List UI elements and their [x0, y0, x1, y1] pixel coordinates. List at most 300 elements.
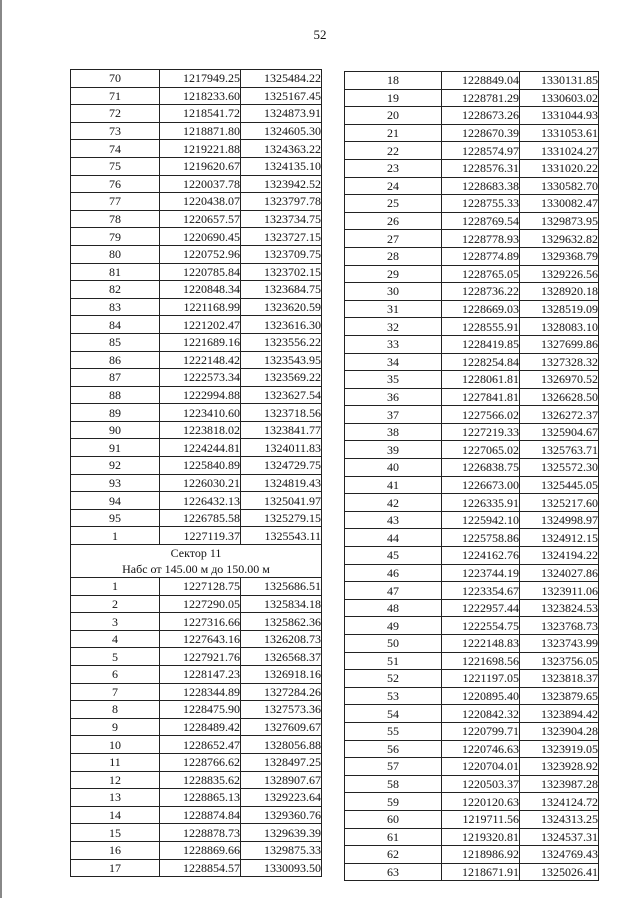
- y-coordinate: 1328907.67: [241, 771, 322, 789]
- point-number: 6: [71, 666, 160, 684]
- y-coordinate: 1325484.22: [241, 70, 322, 88]
- point-number: 51: [345, 652, 442, 670]
- x-coordinate: 1218986.92: [442, 846, 520, 864]
- x-coordinate: 1228835.62: [160, 771, 241, 789]
- x-coordinate: 1221168.99: [160, 298, 241, 316]
- x-coordinate: 1223354.67: [442, 582, 520, 600]
- x-coordinate: 1220848.34: [160, 281, 241, 299]
- table-row: [71, 509, 322, 527]
- x-coordinate: 1219221.88: [160, 140, 241, 158]
- x-coordinate: 1219620.67: [160, 157, 241, 175]
- x-coordinate: 1220752.96: [160, 245, 241, 263]
- table-row: [71, 701, 322, 719]
- table-row: [345, 511, 599, 529]
- y-coordinate: 1327284.26: [241, 683, 322, 701]
- point-number: 43: [345, 511, 442, 529]
- x-coordinate: 1228774.89: [442, 247, 520, 265]
- y-coordinate: 1323894.42: [520, 705, 599, 723]
- point-number: 17: [71, 859, 160, 877]
- x-coordinate: 1228669.03: [442, 300, 520, 318]
- point-number: 31: [345, 300, 442, 318]
- point-number: 25: [345, 195, 442, 213]
- point-number: 16: [71, 841, 160, 859]
- x-coordinate: 1228419.85: [442, 335, 520, 353]
- point-number: 42: [345, 494, 442, 512]
- x-coordinate: 1227841.81: [442, 388, 520, 406]
- x-coordinate: 1222573.34: [160, 369, 241, 387]
- x-coordinate: 1228574.97: [442, 142, 520, 160]
- table-row: [71, 263, 322, 281]
- table-row: [345, 758, 599, 776]
- point-number: 85: [71, 333, 160, 351]
- y-coordinate: 1323818.37: [520, 670, 599, 688]
- point-number: 79: [71, 228, 160, 246]
- table-row: [345, 89, 599, 107]
- y-coordinate: 1328056.88: [241, 736, 322, 754]
- table-row: [345, 652, 599, 670]
- y-coordinate: 1330082.47: [520, 195, 599, 213]
- y-coordinate: 1323743.99: [520, 635, 599, 653]
- table-row: [71, 386, 322, 404]
- x-coordinate: 1223410.60: [160, 404, 241, 422]
- point-number: 44: [345, 529, 442, 547]
- y-coordinate: 1325572.30: [520, 459, 599, 477]
- left-table-body-top: [71, 70, 322, 545]
- y-coordinate: 1328083.10: [520, 318, 599, 336]
- y-coordinate: 1326918.16: [241, 666, 322, 684]
- x-coordinate: 1227566.02: [442, 406, 520, 424]
- x-coordinate: 1228475.90: [160, 701, 241, 719]
- sector-header-cell: [71, 545, 322, 578]
- point-number: 88: [71, 386, 160, 404]
- point-number: 36: [345, 388, 442, 406]
- y-coordinate: 1323734.75: [241, 210, 322, 228]
- right-table-body: [345, 72, 599, 881]
- x-coordinate: 1227128.75: [160, 578, 241, 596]
- point-number: 75: [71, 157, 160, 175]
- table-row: [71, 298, 322, 316]
- x-coordinate: 1228854.57: [160, 859, 241, 877]
- table-row: [71, 210, 322, 228]
- sector-header-section: [71, 545, 322, 578]
- point-number: 1: [71, 578, 160, 596]
- point-number: 18: [345, 72, 442, 90]
- x-coordinate: 1228670.39: [442, 124, 520, 142]
- table-row: [345, 335, 599, 353]
- y-coordinate: 1325026.41: [520, 863, 599, 881]
- x-coordinate: 1218871.80: [160, 122, 241, 140]
- point-number: 19: [345, 89, 442, 107]
- point-number: 12: [71, 771, 160, 789]
- table-row: [71, 666, 322, 684]
- x-coordinate: 1220657.57: [160, 210, 241, 228]
- point-number: 47: [345, 582, 442, 600]
- x-coordinate: 1222994.88: [160, 386, 241, 404]
- table-row: [345, 476, 599, 494]
- point-number: 53: [345, 687, 442, 705]
- table-row: [345, 283, 599, 301]
- x-coordinate: 1219320.81: [442, 828, 520, 846]
- table-row: [71, 316, 322, 334]
- x-coordinate: 1228489.42: [160, 718, 241, 736]
- x-coordinate: 1228652.47: [160, 736, 241, 754]
- point-number: 10: [71, 736, 160, 754]
- point-number: 33: [345, 335, 442, 353]
- y-coordinate: 1324363.22: [241, 140, 322, 158]
- y-coordinate: 1323904.28: [520, 722, 599, 740]
- x-coordinate: 1225758.86: [442, 529, 520, 547]
- point-number: 62: [345, 846, 442, 864]
- point-number: 27: [345, 230, 442, 248]
- x-coordinate: 1222554.75: [442, 617, 520, 635]
- point-number: 21: [345, 124, 442, 142]
- table-row: [345, 740, 599, 758]
- table-row: [345, 406, 599, 424]
- y-coordinate: 1325686.51: [241, 578, 322, 596]
- x-coordinate: 1227921.76: [160, 648, 241, 666]
- point-number: 95: [71, 509, 160, 527]
- sector-height-range: Набс от 145.00 м до 150.00 м: [122, 562, 270, 577]
- sector-header-row: [71, 545, 322, 578]
- table-row: [345, 459, 599, 477]
- point-number: 54: [345, 705, 442, 723]
- table-row: [71, 122, 322, 140]
- point-number: 60: [345, 810, 442, 828]
- table-row: [345, 441, 599, 459]
- y-coordinate: 1326970.52: [520, 371, 599, 389]
- y-coordinate: 1330131.85: [520, 72, 599, 90]
- x-coordinate: 1228765.05: [442, 265, 520, 283]
- x-coordinate: 1222148.42: [160, 351, 241, 369]
- point-number: 7: [71, 683, 160, 701]
- table-row: [345, 72, 599, 90]
- table-row: [345, 371, 599, 389]
- table-row: [71, 474, 322, 492]
- y-coordinate: 1323942.52: [241, 175, 322, 193]
- x-coordinate: 1228344.89: [160, 683, 241, 701]
- y-coordinate: 1324537.31: [520, 828, 599, 846]
- x-coordinate: 1228555.91: [442, 318, 520, 336]
- y-coordinate: 1326568.37: [241, 648, 322, 666]
- point-number: 20: [345, 107, 442, 125]
- y-coordinate: 1323911.06: [520, 582, 599, 600]
- table-row: [71, 140, 322, 158]
- x-coordinate: 1228769.54: [442, 212, 520, 230]
- table-row: [345, 265, 599, 283]
- point-number: 52: [345, 670, 442, 688]
- x-coordinate: 1221197.05: [442, 670, 520, 688]
- table-row: [345, 564, 599, 582]
- y-coordinate: 1329368.79: [520, 247, 599, 265]
- point-number: 63: [345, 863, 442, 881]
- point-number: 22: [345, 142, 442, 160]
- point-number: 89: [71, 404, 160, 422]
- table-row: [71, 281, 322, 299]
- y-coordinate: 1330582.70: [520, 177, 599, 195]
- point-number: 74: [71, 140, 160, 158]
- x-coordinate: 1227065.02: [442, 441, 520, 459]
- point-number: 87: [71, 369, 160, 387]
- point-number: 59: [345, 793, 442, 811]
- point-number: 71: [71, 87, 160, 105]
- table-row: [71, 771, 322, 789]
- y-coordinate: 1323569.22: [241, 369, 322, 387]
- y-coordinate: 1328920.18: [520, 283, 599, 301]
- table-row: [345, 177, 599, 195]
- x-coordinate: 1226785.58: [160, 509, 241, 527]
- y-coordinate: 1323919.05: [520, 740, 599, 758]
- x-coordinate: 1218233.60: [160, 87, 241, 105]
- x-coordinate: 1220895.40: [442, 687, 520, 705]
- x-coordinate: 1228874.84: [160, 806, 241, 824]
- x-coordinate: 1225942.10: [442, 511, 520, 529]
- y-coordinate: 1326272.37: [520, 406, 599, 424]
- point-number: 73: [71, 122, 160, 140]
- table-row: [71, 87, 322, 105]
- y-coordinate: 1324873.91: [241, 105, 322, 123]
- table-row: [345, 810, 599, 828]
- x-coordinate: 1228869.66: [160, 841, 241, 859]
- point-number: 15: [71, 824, 160, 842]
- sector-title: Сектор 11: [170, 546, 222, 561]
- table-row: [71, 613, 322, 631]
- table-row: [71, 228, 322, 246]
- point-number: 14: [71, 806, 160, 824]
- x-coordinate: 1227290.05: [160, 595, 241, 613]
- table-row: [71, 492, 322, 510]
- point-number: 34: [345, 353, 442, 371]
- table-row: [71, 457, 322, 475]
- x-coordinate: 1228683.38: [442, 177, 520, 195]
- table-row: [345, 195, 599, 213]
- table-row: [345, 635, 599, 653]
- table-row: [345, 300, 599, 318]
- point-number: 45: [345, 547, 442, 565]
- left-coordinates-table: [70, 69, 322, 877]
- x-coordinate: 1218671.91: [442, 863, 520, 881]
- table-row: [71, 859, 322, 877]
- point-number: 46: [345, 564, 442, 582]
- point-number: 29: [345, 265, 442, 283]
- point-number: 39: [345, 441, 442, 459]
- y-coordinate: 1325041.97: [241, 492, 322, 510]
- table-row: [71, 70, 322, 88]
- table-row: [345, 599, 599, 617]
- point-number: 30: [345, 283, 442, 301]
- point-number: 91: [71, 439, 160, 457]
- y-coordinate: 1325834.18: [241, 595, 322, 613]
- x-coordinate: 1220690.45: [160, 228, 241, 246]
- y-coordinate: 1324027.86: [520, 564, 599, 582]
- point-number: 11: [71, 753, 160, 771]
- y-coordinate: 1329360.76: [241, 806, 322, 824]
- y-coordinate: 1327609.67: [241, 718, 322, 736]
- point-number: 23: [345, 159, 442, 177]
- table-row: [71, 753, 322, 771]
- y-coordinate: 1325763.71: [520, 441, 599, 459]
- y-coordinate: 1328519.09: [520, 300, 599, 318]
- x-coordinate: 1228736.22: [442, 283, 520, 301]
- y-coordinate: 1325862.36: [241, 613, 322, 631]
- table-row: [345, 863, 599, 881]
- y-coordinate: 1324729.75: [241, 457, 322, 475]
- point-number: 4: [71, 630, 160, 648]
- y-coordinate: 1329873.95: [520, 212, 599, 230]
- table-row: [345, 705, 599, 723]
- point-number: 2: [71, 595, 160, 613]
- x-coordinate: 1222148.83: [442, 635, 520, 653]
- y-coordinate: 1325543.11: [241, 527, 322, 545]
- table-row: [345, 353, 599, 371]
- point-number: 58: [345, 775, 442, 793]
- x-coordinate: 1223818.02: [160, 421, 241, 439]
- y-coordinate: 1323768.73: [520, 617, 599, 635]
- y-coordinate: 1330603.02: [520, 89, 599, 107]
- table-row: [71, 578, 322, 596]
- x-coordinate: 1220704.01: [442, 758, 520, 776]
- x-coordinate: 1228254.84: [442, 353, 520, 371]
- left-table-body-bottom: [71, 578, 322, 877]
- y-coordinate: 1327699.86: [520, 335, 599, 353]
- point-number: 9: [71, 718, 160, 736]
- y-coordinate: 1324605.30: [241, 122, 322, 140]
- y-coordinate: 1324124.72: [520, 793, 599, 811]
- point-number: 38: [345, 423, 442, 441]
- table-row: [345, 142, 599, 160]
- y-coordinate: 1324135.10: [241, 157, 322, 175]
- table-row: [71, 718, 322, 736]
- y-coordinate: 1326628.50: [520, 388, 599, 406]
- point-number: 92: [71, 457, 160, 475]
- y-coordinate: 1323841.77: [241, 421, 322, 439]
- table-row: [71, 736, 322, 754]
- point-number: 84: [71, 316, 160, 334]
- point-number: 49: [345, 617, 442, 635]
- point-number: 3: [71, 613, 160, 631]
- table-row: [71, 841, 322, 859]
- point-number: 40: [345, 459, 442, 477]
- table-row: [345, 547, 599, 565]
- point-number: 81: [71, 263, 160, 281]
- point-number: 50: [345, 635, 442, 653]
- y-coordinate: 1327328.32: [520, 353, 599, 371]
- x-coordinate: 1220438.07: [160, 193, 241, 211]
- y-coordinate: 1323702.15: [241, 263, 322, 281]
- x-coordinate: 1226335.91: [442, 494, 520, 512]
- point-number: 35: [345, 371, 442, 389]
- table-row: [71, 683, 322, 701]
- table-row: [345, 318, 599, 336]
- x-coordinate: 1228576.31: [442, 159, 520, 177]
- x-coordinate: 1228147.23: [160, 666, 241, 684]
- point-number: 37: [345, 406, 442, 424]
- point-number: 32: [345, 318, 442, 336]
- table-row: [71, 333, 322, 351]
- right-coordinates-table: [344, 71, 599, 881]
- point-number: 26: [345, 212, 442, 230]
- x-coordinate: 1228673.26: [442, 107, 520, 125]
- table-row: [345, 494, 599, 512]
- x-coordinate: 1223744.19: [442, 564, 520, 582]
- x-coordinate: 1226838.75: [442, 459, 520, 477]
- table-row: [71, 439, 322, 457]
- table-row: [345, 828, 599, 846]
- table-row: [345, 107, 599, 125]
- y-coordinate: 1323756.05: [520, 652, 599, 670]
- y-coordinate: 1329639.39: [241, 824, 322, 842]
- y-coordinate: 1324313.25: [520, 810, 599, 828]
- y-coordinate: 1325904.67: [520, 423, 599, 441]
- y-coordinate: 1324912.15: [520, 529, 599, 547]
- table-row: [71, 824, 322, 842]
- table-row: [71, 806, 322, 824]
- x-coordinate: 1221698.56: [442, 652, 520, 670]
- y-coordinate: 1323709.75: [241, 245, 322, 263]
- y-coordinate: 1326208.73: [241, 630, 322, 648]
- y-coordinate: 1328497.25: [241, 753, 322, 771]
- table-row: [71, 175, 322, 193]
- y-coordinate: 1324194.22: [520, 547, 599, 565]
- point-number: 83: [71, 298, 160, 316]
- x-coordinate: 1217949.25: [160, 70, 241, 88]
- table-row: [345, 212, 599, 230]
- point-number: 61: [345, 828, 442, 846]
- table-row: [71, 789, 322, 807]
- x-coordinate: 1227119.37: [160, 527, 241, 545]
- point-number: 82: [71, 281, 160, 299]
- y-coordinate: 1331024.27: [520, 142, 599, 160]
- y-coordinate: 1329632.82: [520, 230, 599, 248]
- x-coordinate: 1228865.13: [160, 789, 241, 807]
- y-coordinate: 1331053.61: [520, 124, 599, 142]
- table-row: [345, 670, 599, 688]
- y-coordinate: 1323797.78: [241, 193, 322, 211]
- point-number: 55: [345, 722, 442, 740]
- y-coordinate: 1324998.97: [520, 511, 599, 529]
- table-row: [71, 157, 322, 175]
- table-row: [71, 105, 322, 123]
- y-coordinate: 1323627.54: [241, 386, 322, 404]
- table-row: [345, 529, 599, 547]
- x-coordinate: 1226673.00: [442, 476, 520, 494]
- x-coordinate: 1220503.37: [442, 775, 520, 793]
- y-coordinate: 1323824.53: [520, 599, 599, 617]
- point-number: 56: [345, 740, 442, 758]
- point-number: 86: [71, 351, 160, 369]
- x-coordinate: 1227219.33: [442, 423, 520, 441]
- y-coordinate: 1323987.28: [520, 775, 599, 793]
- table-row: [345, 247, 599, 265]
- table-row: [71, 351, 322, 369]
- table-row: [345, 423, 599, 441]
- point-number: 78: [71, 210, 160, 228]
- point-number: 90: [71, 421, 160, 439]
- point-number: 80: [71, 245, 160, 263]
- y-coordinate: 1325445.05: [520, 476, 599, 494]
- y-coordinate: 1324819.43: [241, 474, 322, 492]
- x-coordinate: 1220746.63: [442, 740, 520, 758]
- y-coordinate: 1325167.45: [241, 87, 322, 105]
- x-coordinate: 1228781.29: [442, 89, 520, 107]
- table-row: [71, 527, 322, 545]
- point-number: 77: [71, 193, 160, 211]
- y-coordinate: 1323727.15: [241, 228, 322, 246]
- x-coordinate: 1224244.81: [160, 439, 241, 457]
- x-coordinate: 1220799.71: [442, 722, 520, 740]
- point-number: 93: [71, 474, 160, 492]
- x-coordinate: 1221689.16: [160, 333, 241, 351]
- x-coordinate: 1225840.89: [160, 457, 241, 475]
